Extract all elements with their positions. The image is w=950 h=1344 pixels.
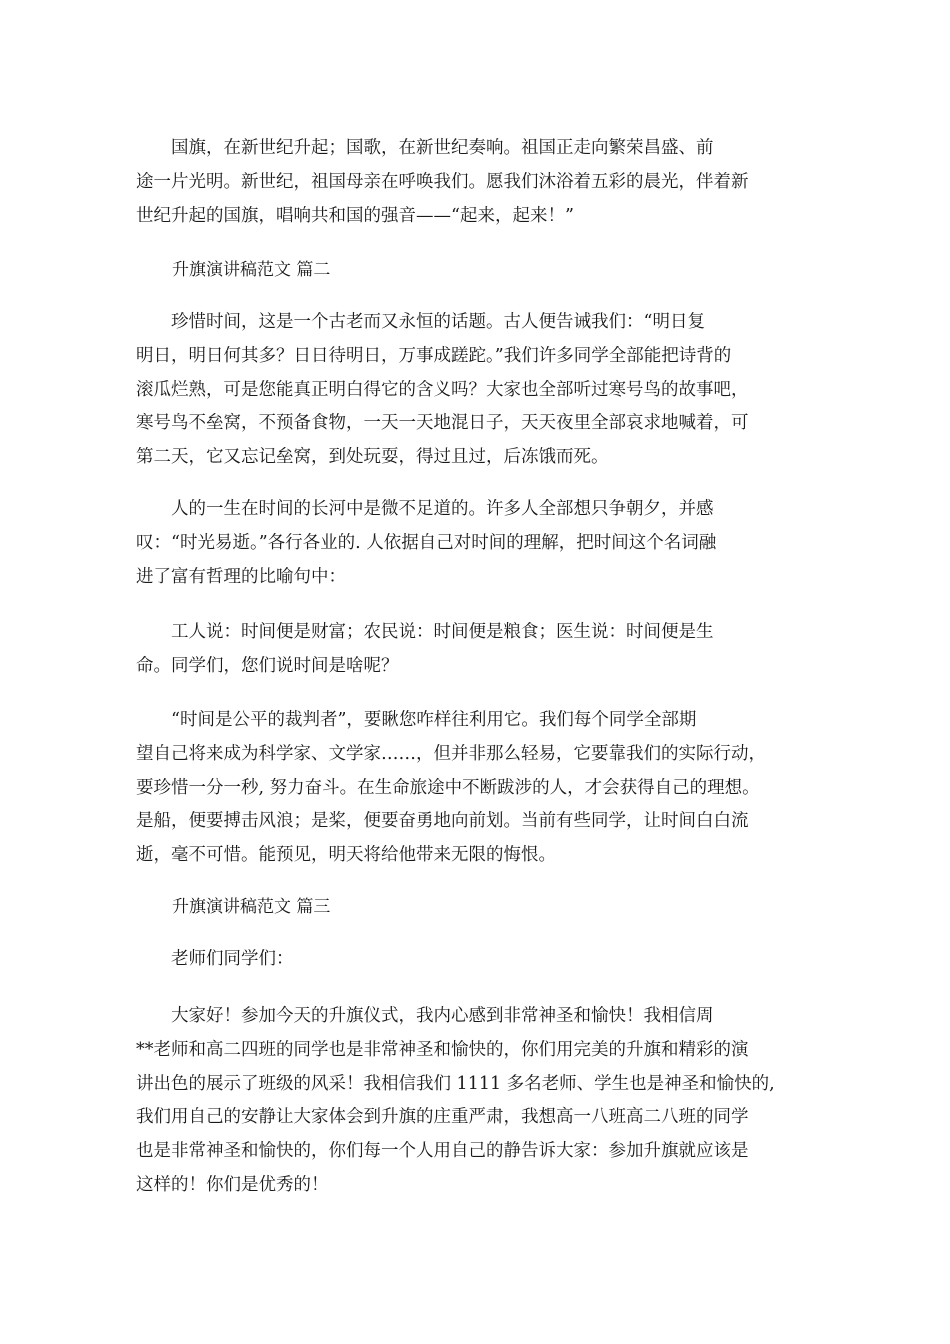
text-line: 叹：“时光易逝。”各行各业的. 人依据自己对时间的理解，把时间这个名词融 xyxy=(136,532,717,553)
text-line: 望自己将来成为科学家、文学家……，但并非那么轻易，它要靠我们的实际行动， xyxy=(136,743,766,764)
text-line: 讲出色的展示了班级的风采！我相信我们 1111 多名老师、学生也是神圣和愉快的, xyxy=(136,1073,775,1094)
text-line: 我们用自己的安静让大家体会到升旗的庄重严肃，我想高一八班高二八班的同学 xyxy=(136,1107,749,1128)
paragraph-life-time xyxy=(136,493,812,594)
text-line: 滚瓜烂熟，可是您能真正明白得它的含义吗？大家也全部听过寒号鸟的故事吧， xyxy=(136,379,749,400)
text-line: **老师和高二四班的同学也是非常神圣和愉快的，你们用完美的升旗和精彩的演 xyxy=(136,1039,749,1060)
text-line: 也是非常神圣和愉快的，你们每一个人用自己的静告诉大家：参加升旗就应该是 xyxy=(136,1141,749,1162)
text-line: 老师们同学们： xyxy=(136,949,294,969)
section-heading-2: 升旗演讲稿范文 篇二 xyxy=(172,260,331,280)
text-line: 国旗，在新世纪升起；国歌，在新世纪奏响。祖国正走向繁荣昌盛、前 xyxy=(136,138,714,158)
text-line: 大家好！参加今天的升旗仪式，我内心感到非常神圣和愉快！我相信周 xyxy=(136,1006,714,1026)
paragraph-cherish-time xyxy=(136,306,812,475)
paragraph-national-flag xyxy=(136,132,812,233)
text-line: 要珍惜一分一秒, 努力奋斗。在生命旅途中不断跋涉的人，才会获得自己的理想。 xyxy=(136,777,760,798)
paragraph-fair-judge xyxy=(136,704,812,873)
text-line: 寒号鸟不垒窝，不预备食物，一天一天地混日子，天天夜里全部哀求地喊着，可 xyxy=(136,413,749,434)
paragraph-flag-ceremony xyxy=(136,1000,812,1203)
text-line: 这样的！你们是优秀的！ xyxy=(136,1174,329,1195)
text-line: 命。同学们，您们说时间是啥呢？ xyxy=(136,655,399,676)
text-line: 逝，毫不可惜。能预见，明天将给他带来无限的悔恨。 xyxy=(136,845,556,866)
text-line: 途一片光明。新世纪，祖国母亲在呼唤我们。愿我们沐浴着五彩的晨光，伴着新 xyxy=(136,171,749,192)
paragraph-what-is-time xyxy=(136,616,812,684)
section-heading-3: 升旗演讲稿范文 篇三 xyxy=(172,897,331,917)
text-line: 进了富有哲理的比喻句中： xyxy=(136,566,346,587)
text-line: 世纪升起的国旗，唱响共和国的强音——“起来，起来！” xyxy=(136,205,574,226)
text-line: 工人说：时间便是财富；农民说：时间便是粮食；医生说：时间便是生 xyxy=(136,622,714,642)
text-line: 第二天，它又忘记垒窝，到处玩耍，得过且过，后冻饿而死。 xyxy=(136,447,609,468)
text-line: 珍惜时间，这是一个古老而又永恒的话题。古人便告诫我们：“明日复 xyxy=(136,312,705,332)
text-line: 明日，明日何其多？日日待明日，万事成蹉跎。”我们许多同学全部能把诗背的 xyxy=(136,345,732,366)
text-line: 人的一生在时间的长河中是微不足道的。许多人全部想只争朝夕，并感 xyxy=(136,499,714,519)
paragraph-greeting xyxy=(136,943,812,977)
text-line: “时间是公平的裁判者”，要瞅您咋样往利用它。我们每个同学全部期 xyxy=(136,710,697,730)
text-line: 是船，便要搏击风浪；是桨，便要奋勇地向前划。当前有些同学，让时间白白流 xyxy=(136,811,749,832)
